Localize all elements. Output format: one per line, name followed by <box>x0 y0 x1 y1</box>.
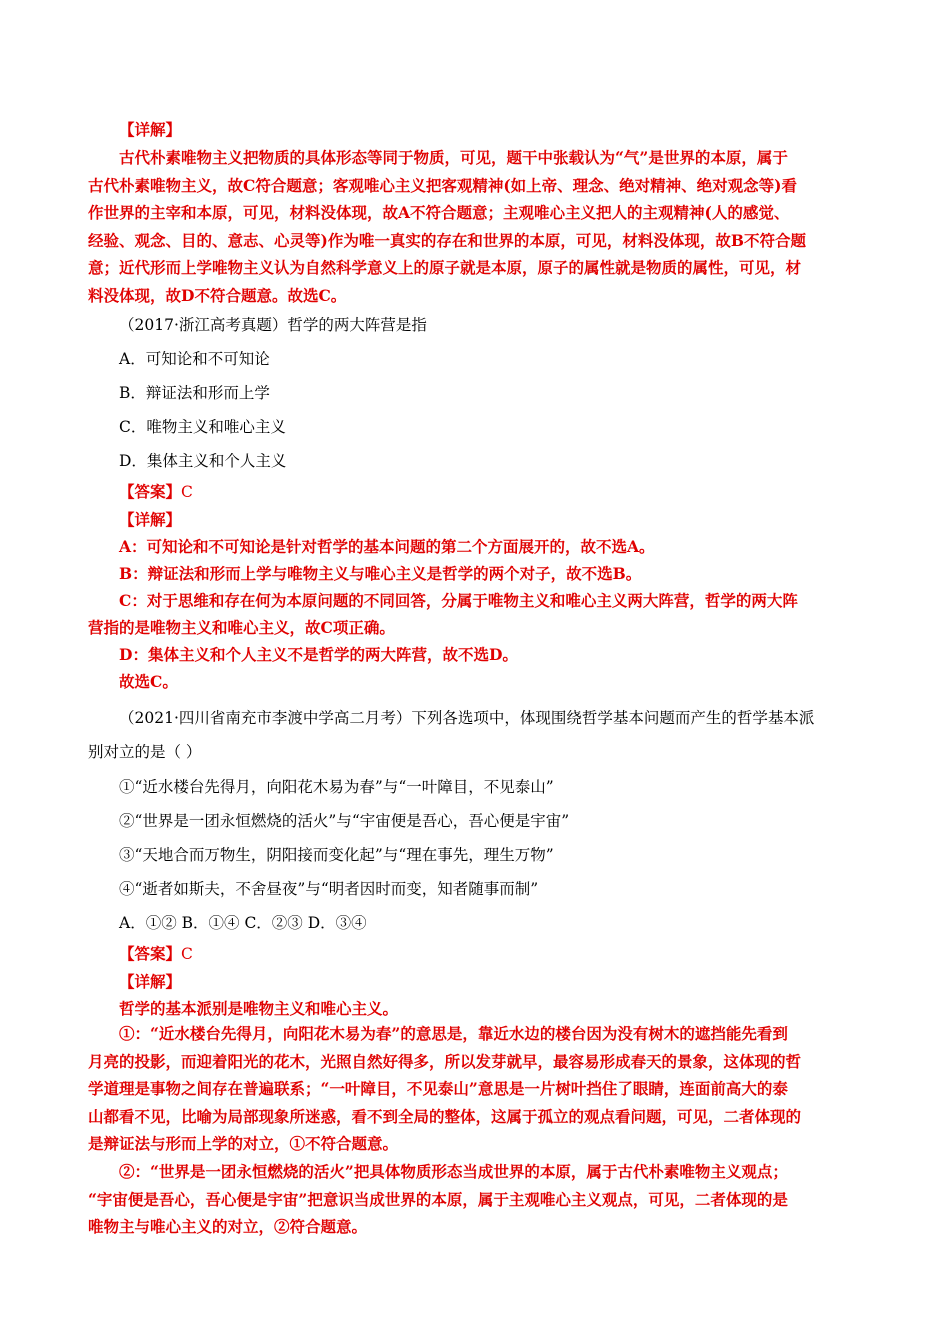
q1-detail-label: 【详解】 <box>119 120 182 139</box>
q2-option-a: A．可知论和不可知论 <box>119 350 270 368</box>
q3-detail-line: 月亮的投影，而迎着阳光的花木，光照自然好得多，所以发芽就早，最容易形成春天的景象，这体现的哲 <box>88 1051 802 1071</box>
q2-option-c: C．唯物主义和唯心主义 <box>119 418 286 436</box>
q2-option-b: B．辩证法和形而上学 <box>119 384 270 402</box>
q2-option-d: D．集体主义和个人主义 <box>119 452 287 470</box>
q3-detail-intro: 哲学的基本派别是唯物主义和唯心主义。 <box>119 999 399 1018</box>
q2-detail-line: C：对于思维和存在何为本原问题的不同回答，分属于唯物主义和唯心主义两大阵营，哲学的两大阵 <box>119 591 798 610</box>
q1-detail-line: 经验、观念、目的、意志、心灵等)作为唯一真实的存在和世界的本原，可见，材料没体现，故B不符合题 <box>88 230 806 250</box>
q1-detail-paragraph <box>88 144 864 310</box>
q1-detail-line: 料没体现，故D不符合题意。故选C。 <box>88 285 347 305</box>
q1-detail-line: 意；近代形而上学唯物主义认为自然科学意义上的原子就是本原，原子的属性就是物质的属性，可见，材 <box>88 258 802 278</box>
q2-detail-line: 营指的是唯物主义和唯心主义，故C项正确。 <box>88 618 395 637</box>
q3-answer-section <box>88 940 864 1022</box>
q2-stem: （2017·浙江高考真题）哲学的两大阵营是指 <box>119 316 427 334</box>
q3-items <box>88 770 864 940</box>
q3-stem-line: （2021·四川省南充市李渡中学高二月考）下列各选项中，体现围绕哲学基本问题而产生的哲学基本派 <box>119 709 815 727</box>
q3-answer <box>88 940 864 968</box>
q3-detail-line: “宇宙便是吾心，吾心便是宇宙”把意识当成世界的本原，属于主观唯心主义观点，可见，二者体现的是 <box>88 1189 788 1209</box>
q3-item: ②“世界是一团永恒燃烧的活火”与“宇宙便是吾心，吾心便是宇宙” <box>119 812 570 830</box>
q2-detail-line: 故选C。 <box>119 672 178 691</box>
q2-answer-value: C <box>181 483 193 501</box>
q2-detail-line: B：辩证法和形而上学与唯物主义与唯心主义是哲学的两个对子，故不选B。 <box>119 564 642 583</box>
q3-question <box>88 702 864 770</box>
q3-options: A．①② B．①④ C．②③ D．③④ <box>119 914 367 932</box>
q3-item: ④“逝者如斯夫，不舍昼夜”与“明者因时而变，知者随事而制” <box>119 880 539 898</box>
q2-answer-label: 【答案】 <box>119 482 182 501</box>
q3-detail-line: ①：“近水楼台先得月，向阳花木易为春”的意思是，靠近水边的楼台因为没有树木的遮挡能先看到 <box>119 1024 788 1043</box>
q3-answer-label: 【答案】 <box>119 944 182 963</box>
q2-answer-section <box>88 478 864 695</box>
q3-detail-paragraph-1 <box>88 1020 864 1158</box>
q1-detail-line: 古代朴素唯物主义，故C符合题意；客观唯心主义把客观精神(如上帝、理念、绝对精神、绝对观念等)看 <box>88 175 798 195</box>
q3-detail-line: 是辩证法与形而上学的对立，①不符合题意。 <box>88 1134 399 1154</box>
q3-detail-line: 山都看不见，比喻为局部现象所迷惑，看不到全局的整体，这属于孤立的观点看问题，可见，二者体现的 <box>88 1106 802 1126</box>
q3-detail-line: 唯物主与唯心主义的对立，②符合题意。 <box>88 1217 368 1237</box>
q3-detail-label: 【详解】 <box>119 972 182 991</box>
q2-detail-line: D：集体主义和个人主义不是哲学的两大阵营，故不选D。 <box>119 645 518 664</box>
q2-detail-label: 【详解】 <box>119 510 182 529</box>
q2-answer <box>88 478 864 506</box>
q3-detail-line: 学道理是事物之间存在普遍联系；“一叶障目，不见泰山”意思是一片树叶挡住了眼睛，连面前高大的泰 <box>88 1079 788 1099</box>
q3-detail-paragraph-2 <box>88 1158 864 1241</box>
q1-detail-section <box>88 116 864 310</box>
q3-detail-line: ②：“世界是一团永恒燃烧的活火”把具体物质形态当成世界的本原，属于古代朴素唯物主义观点； <box>119 1162 788 1181</box>
q1-detail-line: 作世界的主宰和本原，可见，材料没体现，故A不符合题意；主观唯心主义把人的主观精神(人的感觉、 <box>88 203 790 223</box>
q2-detail-line: A：可知论和不可知论是针对哲学的基本问题的第二个方面展开的，故不选A。 <box>119 537 655 556</box>
q3-item: ③“天地合而万物生，阴阳接而变化起”与“理在事先，理生万物” <box>119 846 554 864</box>
q2-question <box>88 308 864 478</box>
q1-detail-line: 古代朴素唯物主义把物质的具体形态等同于物质，可见，题干中张载认为“气”是世界的本原，属于 <box>119 148 788 167</box>
q3-stem-line: 别对立的是（ ） <box>88 743 202 761</box>
q3-answer-value: C <box>181 945 193 963</box>
q3-item: ①“近水楼台先得月，向阳花木易为春”与“一叶障目，不见泰山” <box>119 778 554 796</box>
